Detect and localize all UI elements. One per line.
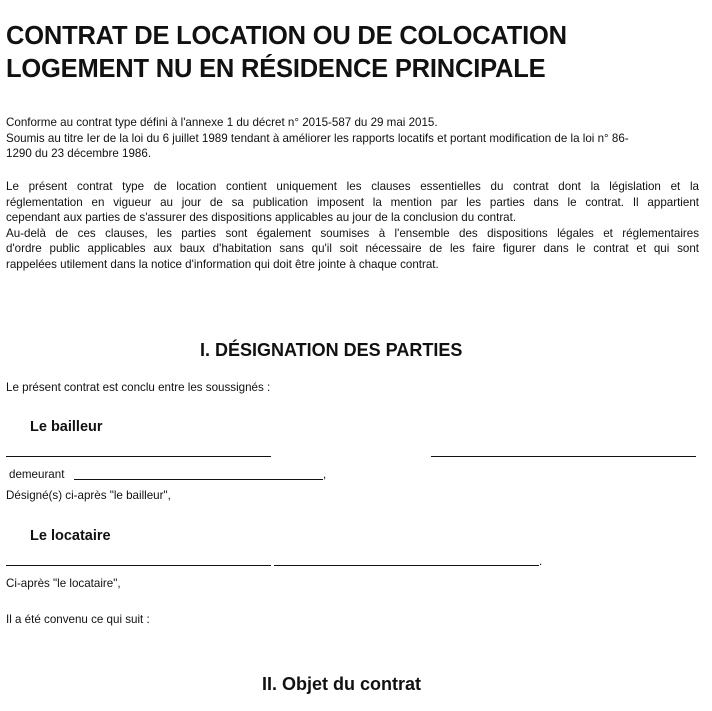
bailleur-heading: Le bailleur [30, 419, 103, 435]
agreement-statement: Il a été convenu ce qui suit : [6, 613, 150, 626]
document-title [6, 20, 706, 86]
title-line-1: CONTRAT DE LOCATION OU DE COLOCATION [6, 22, 567, 50]
notice-line-1: Le présent contrat type de location contient uniquement les clauses essentielles du contrat dont la législation et la [6, 180, 699, 193]
title-line-2: LOGEMENT NU EN RÉSIDENCE PRINCIPALE [6, 55, 546, 83]
locataire-name-field[interactable] [6, 565, 271, 566]
intro-line-3: 1290 du 23 décembre 1986. [6, 147, 152, 161]
section-2-heading: II. Objet du contrat [262, 674, 422, 694]
notice-line-3: cependant aux parties de s'assurer des dispositions applicables au jour de la conclusion du contrat. [6, 211, 517, 225]
section-1-heading: I. DÉSIGNATION DES PARTIES [200, 340, 463, 360]
bailleur-second-name-field[interactable] [431, 456, 696, 457]
bailleur-name-field[interactable] [6, 456, 271, 457]
intro-line-1: Conforme au contrat type défini à l'annexe 1 du décret n° 2015-587 du 29 mai 2015. [6, 116, 438, 129]
locataire-period: . [539, 555, 543, 568]
notice-line-5: d'ordre public applicables aux baux d'habitation sans qu'il soit nécessaire de les faire figurer dans le contrat et qui sont [6, 242, 699, 256]
notice-line-2: réglementation en vigueur au jour de sa publication imposent la mention par les parties dans le contrat. Il appartient [6, 195, 699, 209]
locataire-second-name-field[interactable] [274, 565, 539, 566]
intro-paragraph [6, 115, 699, 162]
locataire-designation: Ci-après "le locataire", [6, 577, 121, 590]
parties-intro: Le présent contrat est conclu entre les soussignés : [6, 381, 271, 394]
bailleur-designation: Désigné(s) ci-après "le bailleur", [6, 489, 171, 502]
locataire-heading: Le locataire [30, 528, 111, 544]
demeurant-label: demeurant [9, 468, 65, 481]
bailleur-address-field[interactable] [74, 479, 323, 480]
address-comma: , [323, 468, 327, 481]
intro-line-2: Soumis au titre Ier de la loi du 6 juillet 1989 tendant à améliorer les rapports locatifs et portant modification de la loi n° 86- [6, 131, 629, 145]
notice-line-4: Au-delà de ces clauses, les parties sont également soumises à l'ensemble des dispositions légales et réglementaires [6, 226, 699, 240]
notice-paragraph [6, 179, 699, 273]
notice-line-6: rappelées utilement dans la notice d'information qui doit être jointe à chaque contrat. [6, 257, 439, 271]
